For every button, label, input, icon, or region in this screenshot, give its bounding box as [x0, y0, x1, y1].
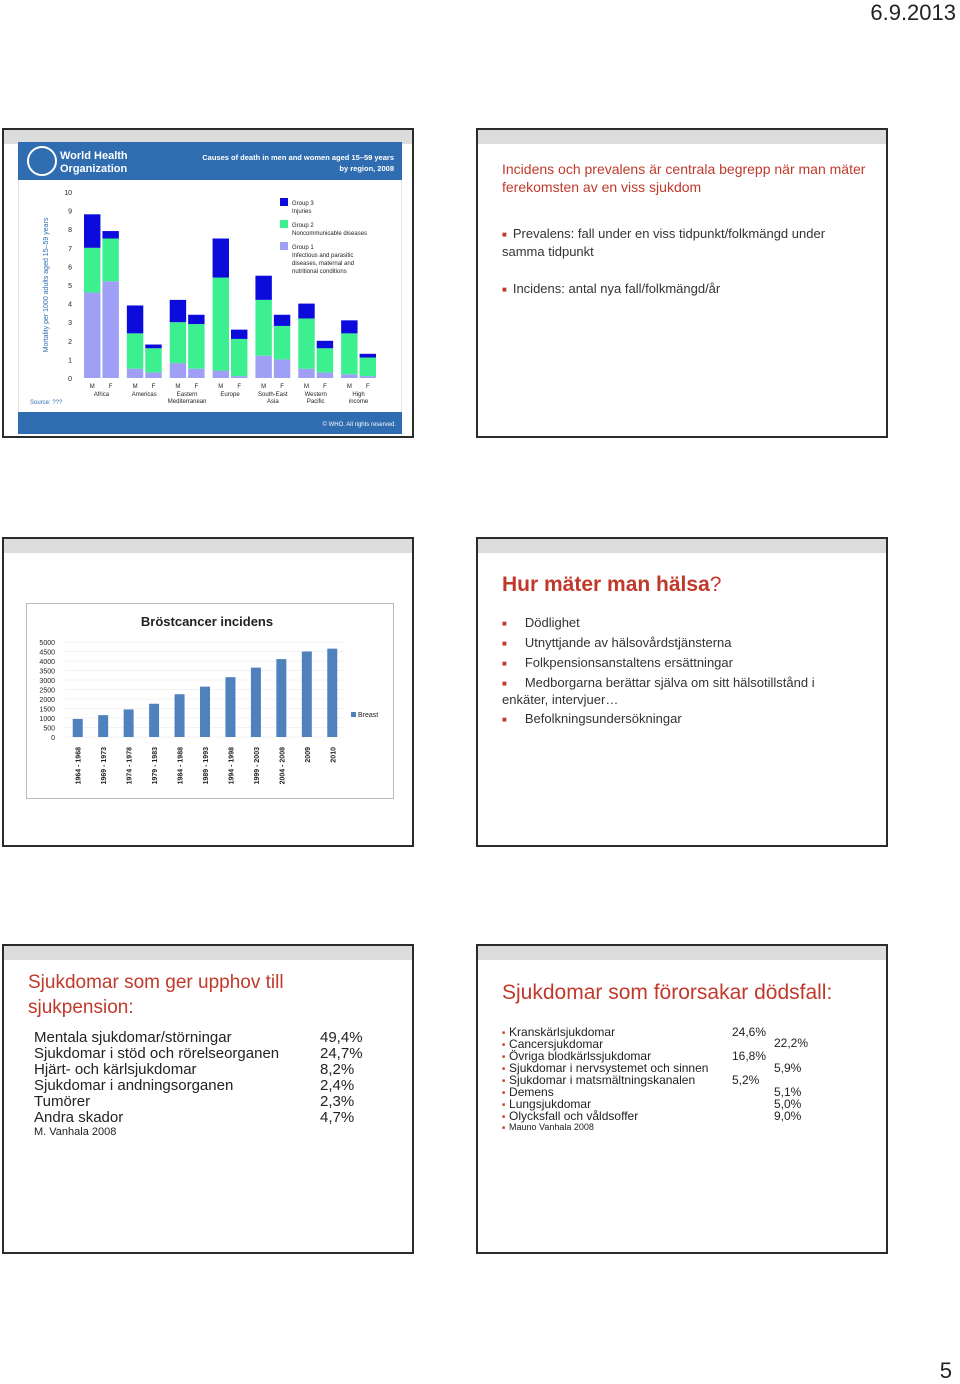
x-tick-label: 1994 - 1998	[228, 747, 236, 785]
x-tick-label: 1999 - 2003	[253, 747, 261, 785]
y-tick-label: 2000	[39, 697, 55, 704]
item-value: 8,2%	[320, 1061, 355, 1078]
title-text: Hur mäter man hälsa	[502, 573, 710, 596]
bar-segment	[298, 369, 314, 378]
item-value: 22,2%	[774, 1036, 809, 1050]
banner-line-2: by region, 2008	[339, 164, 394, 173]
region-label: income	[348, 399, 369, 405]
y-tick-label: 8	[68, 227, 72, 235]
bullet-text: Medborgarna berättar själva om sitt hälsotillstånd i enkäter, intervjuer…	[502, 675, 815, 707]
bar-segment	[231, 339, 247, 376]
sex-label: F	[365, 384, 370, 390]
item-value: 2,4%	[320, 1077, 355, 1094]
slide-top-bar	[4, 946, 412, 960]
slide-incidens-prevalens	[476, 128, 888, 438]
bar-segment	[213, 239, 229, 278]
legend-label: Breast	[358, 712, 379, 719]
list-item	[502, 1110, 862, 1123]
bar-segment	[127, 333, 143, 368]
item-label: Lungsjukdomar	[509, 1097, 592, 1111]
x-tick-label: 1979 - 1983	[152, 747, 160, 785]
bar-segment	[170, 322, 186, 363]
region-label: Americas	[131, 392, 157, 398]
bullet-item	[502, 281, 862, 296]
logo-text-1: World Health	[60, 150, 128, 162]
bar-segment	[213, 371, 229, 378]
legend-label: Group 1	[292, 245, 314, 251]
bar-segment	[84, 292, 100, 378]
bar-segment	[231, 330, 247, 339]
slide-hur-mater	[476, 537, 888, 847]
bullet-dot-icon: ■	[502, 1101, 506, 1108]
list-item	[34, 1030, 394, 1046]
bullet-dot-icon: ■	[502, 1053, 506, 1060]
bar-segment	[255, 276, 271, 300]
bar	[124, 709, 134, 737]
bullet-text: Folkpensionsanstaltens ersättningar	[524, 655, 733, 670]
slide-title	[502, 573, 721, 597]
y-tick-label: 10	[64, 190, 72, 197]
sex-label: M	[304, 384, 309, 390]
bar	[175, 694, 185, 737]
bar-segment	[145, 372, 161, 378]
slide-who-chart	[2, 128, 414, 438]
sex-label: F	[237, 384, 242, 390]
bullet-dot-icon: ■	[502, 618, 507, 628]
item-label: Tumörer	[34, 1093, 91, 1110]
bar-segment	[127, 369, 143, 378]
region-label: Europe	[220, 392, 240, 398]
y-tick-label: 3000	[39, 678, 55, 685]
item-value: 5,2%	[732, 1073, 760, 1087]
region-label: Pacific	[306, 399, 325, 405]
item-value: 5,0%	[774, 1097, 802, 1111]
item-label: Hjärt- och kärlsjukdomar	[34, 1061, 197, 1078]
y-tick-label: 3500	[39, 668, 55, 676]
bar-segment	[188, 315, 204, 324]
list-item	[34, 1046, 394, 1062]
bar	[251, 668, 261, 737]
bar-segment	[188, 324, 204, 369]
item-label: Övriga blodkärlssjukdomar	[509, 1049, 652, 1063]
bar-segment	[102, 281, 118, 378]
bar-segment	[255, 300, 271, 356]
bar	[73, 719, 83, 737]
sex-label: F	[323, 384, 327, 390]
bar-segment	[341, 320, 357, 333]
legend-label: Group 3	[292, 201, 314, 207]
legend-swatch	[280, 220, 288, 228]
y-tick-label: 1500	[39, 706, 55, 714]
bar-segment	[341, 374, 357, 378]
y-tick-label: 5	[68, 283, 72, 290]
bar	[200, 687, 210, 737]
y-tick-label: 0	[51, 735, 55, 742]
y-tick-label: 4500	[39, 649, 55, 657]
bullet-text: Befolkningsundersökningar	[524, 711, 682, 726]
sex-label: M	[218, 384, 224, 390]
legend-label: Injuries	[292, 209, 312, 215]
sex-label: M	[89, 384, 95, 390]
y-tick-label: 7	[68, 245, 72, 253]
slide-title: Sjukdomar som ger upphov till sjukpension:	[28, 972, 284, 1018]
page-number: 5	[939, 1358, 952, 1383]
slide-title: Incidens och prevalens är centrala begrepp när man mäter ferekomsten av en viss sjukdom	[502, 161, 866, 195]
bar-segment	[317, 372, 333, 378]
y-tick-label: 3	[68, 320, 72, 328]
page-date: 6.9.2013	[870, 0, 956, 25]
bar-segment	[274, 326, 290, 359]
bar	[225, 677, 235, 737]
x-tick-label: 2010	[330, 747, 338, 763]
item-value: 5,1%	[774, 1085, 802, 1099]
x-tick-label: 1989 - 1993	[203, 747, 210, 785]
item-label: Olycksfall och våldsoffer	[509, 1109, 639, 1123]
item-label: Kranskärlsjukdomar	[509, 1025, 616, 1039]
who-chart	[18, 142, 402, 434]
bullet-text: Utnyttjande av hälsovårdstjänsterna	[524, 635, 732, 650]
bullet-dot-icon: ■	[502, 1124, 506, 1131]
item-label: Sjukdomar i stöd och rörelseorganen	[34, 1045, 280, 1062]
y-tick-label: 0	[68, 376, 72, 383]
item-label: Sjukdomar i andningsorganen	[34, 1077, 234, 1094]
who-source: Source: ???	[30, 400, 63, 406]
bullet-dot-icon: ■	[502, 1041, 506, 1048]
who-copyright: © WHO. All rights reserved.	[322, 422, 396, 428]
bar-segment	[231, 376, 247, 378]
slide-top-bar	[478, 539, 886, 553]
bullet-item	[502, 615, 842, 632]
region-label: Eastern	[176, 392, 198, 398]
slide-top-bar	[478, 946, 886, 960]
item-value: 4,7%	[320, 1109, 355, 1126]
list-item	[502, 1074, 862, 1087]
item-value: 9,0%	[774, 1109, 802, 1123]
list-item	[34, 1062, 394, 1078]
item-value: 49,4%	[320, 1029, 363, 1046]
sex-label: F	[194, 384, 199, 390]
bullet-dot-icon: ■	[502, 285, 507, 295]
item-label: Andra skador	[34, 1109, 124, 1126]
bar-segment	[360, 354, 376, 358]
bullet-item	[502, 675, 842, 708]
legend-label: Group 2	[292, 223, 314, 229]
legend-swatch	[280, 242, 288, 250]
item-label: Mentala sjukdomar/störningar	[34, 1029, 232, 1046]
x-tick-label: 1984 - 1988	[177, 747, 185, 785]
y-axis-label: Mortality per 1000 adults aged 15–59 years	[43, 217, 50, 353]
sex-label: F	[108, 384, 113, 390]
title-question-mark: ?	[709, 573, 722, 596]
sex-label: M	[261, 384, 267, 390]
bar-segment	[84, 214, 100, 247]
sex-label: M	[175, 384, 181, 390]
logo-text-2: Organization	[60, 163, 128, 175]
sex-label: F	[151, 384, 156, 390]
slide-top-bar	[4, 539, 412, 553]
bar-segment	[341, 333, 357, 374]
bar-segment	[170, 363, 186, 378]
bullet-dot-icon: ■	[502, 230, 507, 240]
list-item	[34, 1094, 394, 1110]
y-tick-label: 2500	[39, 687, 55, 695]
bar-segment	[298, 318, 314, 368]
bullet-dot-icon: ■	[502, 714, 507, 724]
slide-breast-chart	[2, 537, 414, 847]
item-value: 2,3%	[320, 1093, 355, 1110]
source-text: M. Vanhala 2008	[34, 1126, 117, 1138]
banner-line-1: Causes of death in men and women aged 15–59 years	[202, 153, 394, 162]
bar-segment	[170, 300, 186, 322]
source-text	[502, 1122, 594, 1132]
bar-segment	[188, 369, 204, 378]
region-label: Mediterranean	[167, 399, 207, 405]
sex-label: F	[280, 384, 284, 390]
list-item	[34, 1110, 394, 1126]
bullet-dot-icon: ■	[502, 1089, 506, 1096]
bar-segment	[102, 239, 118, 282]
region-label: Africa	[93, 392, 110, 398]
bar-segment	[298, 304, 314, 319]
bullet-dot-icon: ■	[502, 638, 507, 648]
legend-label: Noncommunicable diseases	[292, 231, 368, 237]
x-tick-label: 1964 - 1968	[75, 747, 83, 785]
bullet-text: Dödlighet	[524, 615, 580, 630]
y-tick-label: 5000	[39, 640, 55, 647]
region-label: South-East	[258, 392, 288, 398]
y-tick-label: 1	[68, 357, 72, 365]
bar-segment	[255, 356, 271, 378]
bar-segment	[102, 231, 118, 238]
region-label: Asia	[267, 399, 279, 405]
bullet-text: Incidens: antal nya fall/folkmängd/år	[512, 281, 721, 296]
y-tick-label: 2	[68, 338, 72, 346]
y-tick-label: 9	[68, 208, 72, 216]
y-tick-label: 4000	[39, 659, 55, 666]
slide-top-bar	[478, 130, 886, 144]
bullet-dot-icon: ■	[502, 658, 507, 668]
region-label: Western	[304, 392, 327, 398]
bar-segment	[127, 305, 143, 333]
list-item	[34, 1078, 394, 1094]
item-label: Cancersjukdomar	[509, 1037, 604, 1051]
bar-segment	[145, 345, 161, 349]
bar-segment	[274, 315, 290, 326]
item-value: 24,7%	[320, 1045, 363, 1062]
sex-label: M	[346, 384, 352, 390]
bullet-dot-icon: ■	[502, 678, 507, 688]
bar-segment	[84, 248, 100, 293]
item-value: 5,9%	[774, 1061, 802, 1075]
chart-title: Bröstcancer incidens	[140, 614, 274, 629]
slide-title: Sjukdomar som förorsakar dödsfall:	[502, 981, 833, 1004]
y-tick-label: 500	[43, 725, 55, 733]
bar-segment	[317, 341, 333, 348]
bullet-item	[502, 225, 862, 260]
legend-label: Infectious and parasitic	[292, 253, 354, 259]
bullet-dot-icon: ■	[502, 1065, 506, 1072]
x-tick-label: 1974 - 1978	[126, 747, 134, 785]
y-tick-label: 1000	[39, 716, 55, 723]
y-tick-label: 6	[68, 264, 72, 272]
x-tick-label: 2009	[304, 747, 312, 763]
bar-segment	[213, 278, 229, 371]
legend-swatch	[351, 712, 356, 717]
source-label: Mauno Vanhala 2008	[509, 1122, 594, 1132]
bar	[327, 649, 337, 737]
y-tick-label: 4	[68, 301, 72, 309]
bar	[302, 652, 312, 738]
bullet-item	[502, 635, 842, 652]
breast-chart	[26, 603, 394, 799]
bullet-dot-icon: ■	[502, 1077, 506, 1084]
legend-label: diseases, maternal and	[292, 261, 355, 267]
bar-segment	[360, 358, 376, 377]
bar-segment	[145, 348, 161, 372]
bullet-dot-icon: ■	[502, 1029, 506, 1036]
item-value: 24,6%	[732, 1025, 767, 1039]
x-tick-label: 2004 - 2008	[279, 747, 287, 785]
bullet-dot-icon: ■	[502, 1113, 506, 1120]
bar-segment	[360, 376, 376, 378]
sex-label: M	[132, 384, 138, 390]
item-label: Sjukdomar i nervsystemet och sinnen	[509, 1061, 709, 1075]
bar-segment	[317, 348, 333, 372]
x-tick-label: 1969 - 1973	[101, 747, 109, 785]
bar	[149, 704, 159, 737]
bar	[98, 715, 108, 737]
bar-segment	[274, 359, 290, 378]
slide-dodsfall	[476, 944, 888, 1254]
bullet-item	[502, 655, 842, 672]
bar	[276, 659, 286, 737]
bullet-text: Prevalens: fall under en viss tidpunkt/folkmängd under samma tidpunkt	[502, 226, 826, 260]
slide-sjukpension	[2, 944, 414, 1254]
item-value: 16,8%	[732, 1049, 767, 1063]
legend-label: nutritional conditions	[292, 269, 347, 275]
item-label: Demens	[509, 1085, 554, 1099]
bullet-item	[502, 711, 842, 728]
legend-swatch	[280, 198, 288, 206]
item-label: Sjukdomar i matsmältningskanalen	[509, 1073, 696, 1087]
region-label: High	[352, 392, 365, 398]
